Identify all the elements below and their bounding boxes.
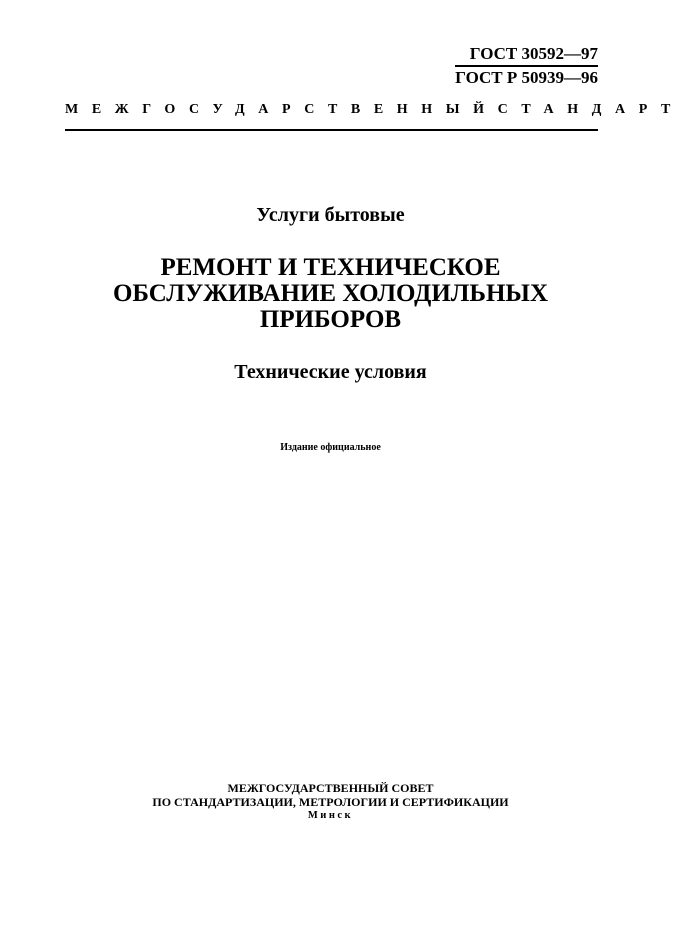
designation-line-2: ГОСТ Р 50939—96 xyxy=(455,68,598,87)
standard-type-word-2: СТАНДАРТ xyxy=(497,102,684,117)
document-title xyxy=(0,255,661,333)
standard-type-header xyxy=(65,101,684,131)
publisher-line-2: ПО СТАНДАРТИЗАЦИИ, МЕТРОЛОГИИ И СЕРТИФИКАЦИИ xyxy=(152,795,509,809)
edition-note: Издание официальное xyxy=(280,442,381,453)
standard-designation xyxy=(455,44,598,87)
publisher-line-1: МЕЖГОСУДАРСТВЕННЫЙ СОВЕТ xyxy=(227,781,434,795)
document-subtitle: Технические условия xyxy=(234,361,427,383)
designation-line-1: ГОСТ 30592—97 xyxy=(455,44,598,67)
title-line-1: РЕМОНТ И ТЕХНИЧЕСКОЕ xyxy=(160,254,501,281)
title-line-3: ПРИБОРОВ xyxy=(259,306,402,333)
title-line-2: ОБСЛУЖИВАНИЕ ХОЛОДИЛЬНЫХ xyxy=(112,280,548,307)
services-subtitle: Услуги бытовые xyxy=(256,204,405,226)
standard-type-word-1: МЕЖГОСУДАРСТВЕННЫЙ xyxy=(65,102,498,117)
publisher-city: Минск xyxy=(307,810,354,821)
publisher-block xyxy=(0,781,661,823)
